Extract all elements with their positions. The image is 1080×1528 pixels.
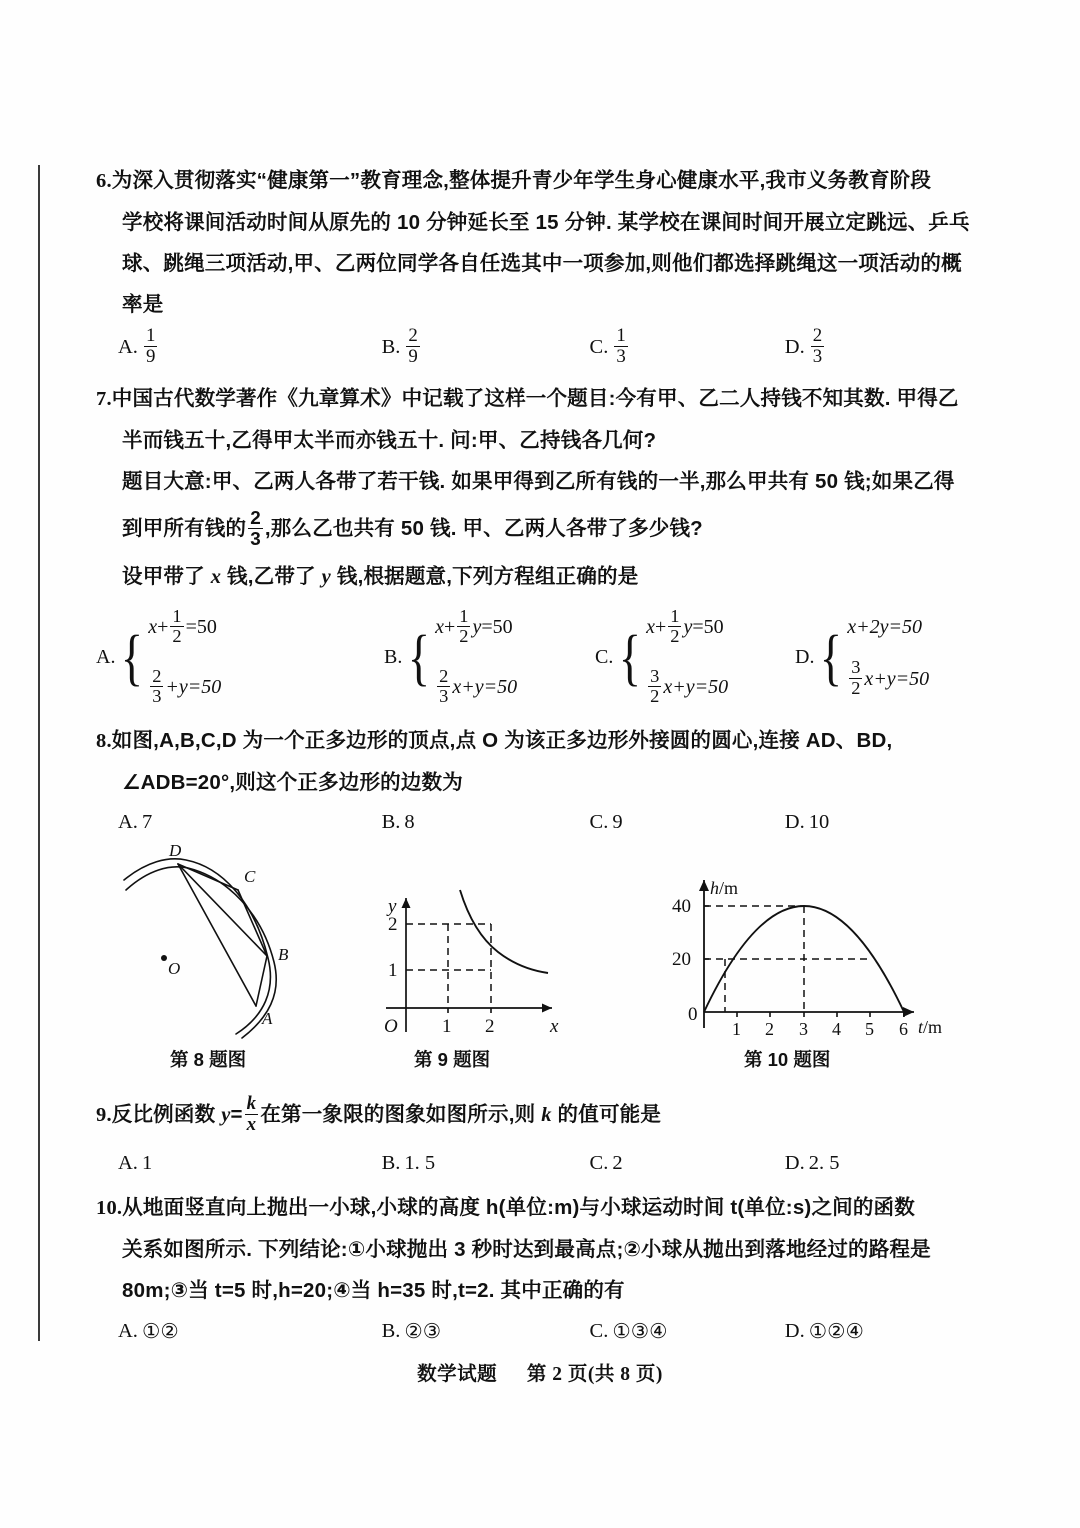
option-d-value: 2. 5 [808,1151,840,1174]
option-d[interactable] [785,1152,980,1175]
x-tick-6: 6 [899,1018,908,1039]
q9-number: 9. [96,1103,112,1126]
q7-line-4 [96,502,980,556]
x-axis-label: t/m [918,1016,943,1037]
figure-8 [116,838,346,1070]
y-tick-20: 20 [672,948,691,970]
q7-setup-a: 设甲带了 [122,564,211,588]
q6-line-3: 球、跳绳三项活动,甲、乙两位同学各自任选其中一项参加,则他们都选择跳绳这一项活动的概 [122,252,962,275]
option-a[interactable] [96,605,384,708]
numerator: 1 [459,605,469,626]
q7-line-1 [96,378,980,420]
eq-fraction [170,607,183,647]
equals-sign: = [230,1102,243,1126]
question-8 [96,720,980,834]
var-y: y [221,1103,231,1126]
option-d-value: ①②④ [808,1320,864,1343]
equation-1 [847,616,929,639]
option-a-value: 7 [141,810,153,833]
figure-10-svg [652,870,952,1050]
q7-frac-prefix: 到甲所有钱的 [122,516,247,540]
center-point-o [161,955,167,961]
question-8-text [96,720,980,803]
hyperbola-curve [460,890,548,973]
y-axis-label: h/m [710,877,739,898]
eq-tail: +y=50 [873,667,930,690]
q6-line-1-text: 为深入贯彻落实“健康第一”教育理念,整体提升青少年学生身心健康水平,我市义务教育阶段 [111,169,932,192]
numerator: 2 [408,324,418,346]
eq-op: + [157,616,169,639]
q9-text-a: 反比例函数 [111,1102,222,1126]
option-b-label: B. [381,810,401,833]
figure-8-svg [116,838,346,1046]
x-tick-5: 5 [865,1018,874,1039]
equation-2 [646,665,729,708]
figure-10 [652,870,952,1070]
question-9 [96,1090,980,1175]
equation-1 [435,605,517,648]
option-b-label: B. [381,1319,401,1342]
q6-line-1 [96,160,980,202]
option-d[interactable] [785,1319,980,1344]
question-7 [96,378,980,708]
q7-setup-b: 钱,乙带了 [221,564,322,588]
equation-1 [148,605,221,648]
var-k: k [541,1103,552,1126]
x-tick-2: 2 [485,1015,495,1037]
eq-fraction [437,667,450,707]
eq-fraction [849,658,862,698]
option-c-label: C. [589,810,609,833]
left-brace: { [408,623,431,692]
q7-line-5 [96,556,980,598]
equation-1 [646,605,728,648]
equation-2 [435,665,518,708]
denominator: 3 [439,686,449,707]
equation-system-c [646,605,729,708]
question-6 [96,160,980,368]
q7-two-thirds [248,508,263,549]
option-d[interactable] [785,811,980,834]
option-c-value: 9 [612,810,623,833]
option-c[interactable] [590,1152,785,1175]
eq-pre: x [435,616,444,639]
eq-var: x [663,676,673,699]
option-b-label: B. [381,1151,401,1174]
equation-2 [847,659,929,699]
option-d-label: D. [784,335,805,358]
option-a[interactable] [96,1319,382,1344]
eq-tail: +y=50 [461,676,518,699]
option-c-label: C. [589,1151,609,1174]
q10-line-1 [96,1187,980,1229]
eq-op: + [444,616,456,639]
x-tick-1: 1 [442,1015,452,1037]
denominator: 2 [459,626,469,647]
y-tick-1: 1 [388,959,398,981]
denominator: 3 [152,686,162,707]
option-b[interactable] [382,1319,590,1344]
option-a-label: A. [118,1319,138,1342]
q7-frac-suffix: ,那么乙也共有 50 钱. 甲、乙两人各带了多少钱? [264,516,703,540]
x-tick-2: 2 [765,1018,774,1039]
y-axis-arrow [699,880,709,891]
option-c-fraction [614,326,627,367]
option-c[interactable] [595,605,795,708]
x-tick-1: 1 [732,1018,741,1039]
equation-system-d [847,616,929,699]
numerator: 2 [152,665,162,686]
eq-op: + [655,616,667,639]
option-a-fraction [144,326,157,367]
option-d[interactable] [784,324,980,368]
x-axis-arrow [542,1003,552,1012]
denominator: 3 [616,345,626,367]
q10-line-3: 80m;③当 t=5 时,h=20;④当 h=35 时,t=2. 其中正确的有 [122,1278,625,1302]
q8-line-1-text: 如图,A,B,C,D 为一个正多边形的顶点,点 O 为该正多边形外接圆的圆心,连接 AD、BD, [111,728,893,752]
denominator: 2 [650,686,660,707]
equation-system-a [148,605,222,708]
question-7-text [96,378,980,598]
numerator: 2 [439,665,449,686]
option-d[interactable] [795,608,929,708]
figure-9 [376,882,576,1070]
option-b[interactable] [382,1152,590,1175]
page-content [96,160,980,1348]
eq-fraction [457,607,470,647]
q6-line-4: 率是 [122,293,164,316]
option-a[interactable] [96,324,382,368]
option-b-label: B. [384,646,403,669]
eq-pre: x [646,616,655,639]
question-7-options [96,605,980,708]
figure-9-svg [376,882,576,1048]
numerator: k [246,1092,257,1114]
footer-page-number: 第 2 页(共 8 页) [526,1364,663,1385]
eq-tail: +y=50 [165,676,222,699]
option-a-label: A. [96,646,116,669]
numerator: 2 [812,324,823,346]
denominator: 9 [145,345,156,367]
option-a-value: ①② [141,1320,179,1343]
question-6-options [96,324,980,368]
denominator: 2 [851,677,861,698]
option-c[interactable] [590,1319,785,1344]
denominator: 3 [250,527,261,549]
option-a-label: A. [118,1151,138,1174]
binding-margin-rule [38,165,40,1341]
option-d-label: D. [795,646,815,669]
option-b[interactable] [381,324,590,368]
figure-9-caption: 第 9 题图 [414,1048,491,1070]
y-axis-arrow [402,898,411,908]
denominator: x [246,1113,257,1135]
q8-line-1 [96,720,980,762]
option-d-fraction [811,326,824,367]
q7-number: 7. [96,387,112,410]
option-c-label: C. [589,1319,609,1342]
denominator: 3 [812,345,823,367]
option-b-fraction [406,326,419,367]
equation-2 [148,665,222,708]
q7-line-1-text: 中国古代数学著作《九章算术》中记载了这样一个题目:今有甲、乙二人持钱不知其数. 甲得乙 [111,386,959,410]
question-6-text [96,160,980,325]
option-c[interactable] [589,324,785,368]
question-8-options [96,811,980,834]
label-o: O [168,958,181,978]
denominator: 9 [408,345,418,367]
q10-line-2: 关系如图所示. 下列结论:①小球抛出 3 秒时达到最高点;②小球从抛出到落地经过的路程是 [122,1237,931,1261]
question-9-options [96,1152,980,1175]
eq-var: x [452,676,462,699]
q9-line-1 [96,1090,980,1140]
option-b-value: 8 [404,810,415,833]
option-d-value: 10 [808,810,830,833]
option-b-label: B. [381,335,401,358]
question-9-text [96,1090,980,1140]
origin-label: 0 [688,1003,698,1025]
origin-label: O [384,1015,398,1037]
label-a: A [262,1008,273,1028]
q9-text-c: 的值可能是 [551,1102,662,1126]
question-10-text [96,1187,980,1311]
option-a[interactable] [96,1152,382,1175]
numerator: 3 [650,665,660,686]
label-c: C [244,866,256,886]
q7-line-2: 半而钱五十,乙得甲太半而亦钱五十. 问:甲、乙持钱各几何? [122,428,657,452]
left-brace: { [820,623,843,692]
denominator: 2 [172,626,182,647]
q7-line-3: 题目大意:甲、乙两人各带了若干钱. 如果甲得到乙所有钱的一半,那么甲共有 50 钱;如果乙得 [122,469,955,493]
y-axis-label: y [388,895,397,917]
option-b[interactable] [384,605,595,708]
x-tick-4: 4 [832,1018,841,1039]
q7-setup-c: 钱,根据题意,下列方程组正确的是 [330,564,639,588]
numerator: 3 [851,657,861,678]
figure-10-caption: 第 10 题图 [744,1048,831,1070]
figures-row [96,840,980,1076]
q6-number: 6. [96,170,112,192]
option-c-value: 2 [612,1151,623,1174]
numerator: 1 [670,605,680,626]
q8-line-2: ∠ADB=20°,则这个正多边形的边数为 [122,770,463,794]
question-10-options [96,1319,980,1344]
label-b: B [278,944,289,964]
eq-var: y [472,616,482,639]
eq-var: y [683,616,693,639]
eq-pre: x+2y=50 [847,616,922,639]
eq-tail: =50 [692,616,724,639]
x-axis-label: x [550,1015,559,1037]
option-c-label: C. [595,646,614,669]
eq-fraction [150,667,163,707]
q6-line-2: 学校将课间活动时间从原先的 10 分钟延长至 15 分钟. 某学校在课间时间开展立定跳远、乒乓 [122,211,970,234]
numerator: 1 [145,324,156,346]
q9-text-b: 在第一象限的图象如图所示,则 [260,1102,542,1126]
option-d-label: D. [784,1151,805,1174]
option-c[interactable] [590,811,785,834]
option-a-label: A. [118,335,138,358]
denominator: 2 [670,626,680,647]
option-a-value: 1 [141,1151,153,1174]
eq-tail: =50 [481,616,513,639]
q10-line-1-text: 从地面竖直向上抛出一小球,小球的高度 h(单位:m)与小球运动时间 t(单位:s)之间的函数 [122,1195,915,1219]
y-tick-2: 2 [388,913,398,935]
footer-subject: 数学试题 [417,1363,498,1385]
eq-fraction [648,667,661,707]
x-tick-3: 3 [799,1018,808,1039]
eq-var: x [864,667,874,690]
var-x: x [210,565,222,588]
figure-8-caption: 第 8 题图 [170,1048,247,1070]
y-tick-40: 40 [672,895,691,917]
eq-pre: x [148,616,158,639]
page-footer [0,1358,1080,1386]
q8-number: 8. [96,729,112,752]
option-b-value: ②③ [404,1320,442,1343]
option-c-label: C. [589,335,609,358]
left-brace: { [121,623,144,692]
var-y: y [321,565,331,588]
numerator: 2 [250,506,261,528]
eq-tail: +y=50 [672,676,729,699]
option-b[interactable] [382,811,590,834]
numerator: 1 [172,605,182,626]
option-c-value: ①③④ [612,1320,668,1343]
q10-number: 10. [96,1196,123,1219]
label-d: D [169,840,182,860]
numerator: 1 [616,324,626,346]
option-a-label: A. [118,810,138,833]
option-d-label: D. [784,810,805,833]
question-10 [96,1187,980,1344]
k-over-x-fraction [245,1094,259,1135]
eq-fraction [668,607,681,647]
option-a[interactable] [96,811,382,834]
option-d-label: D. [784,1319,805,1342]
option-b-value: 1. 5 [404,1151,436,1174]
left-brace: { [619,623,642,692]
eq-tail: =50 [185,616,217,639]
equation-system-b [435,605,518,708]
